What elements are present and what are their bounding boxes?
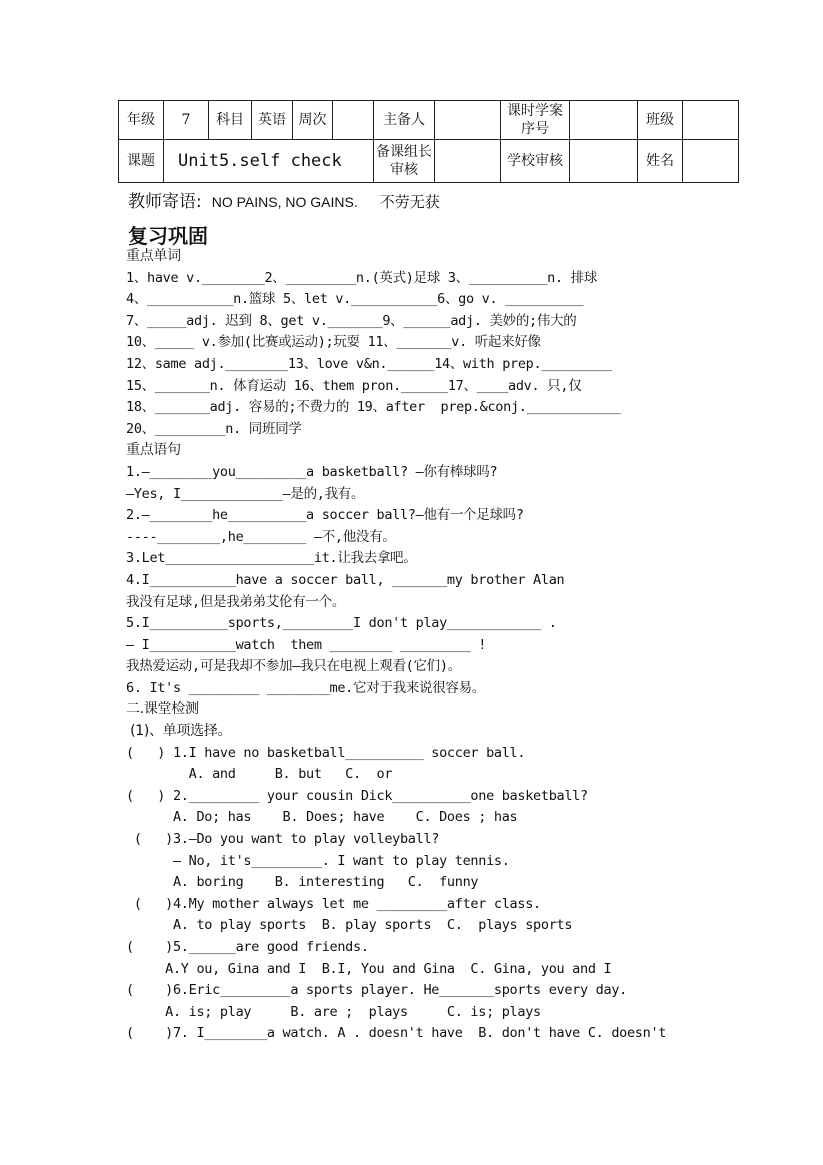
vocab-line: 20、_________n. 同班同学	[126, 420, 302, 437]
subheading-key-sentences: 重点语句	[126, 442, 181, 459]
question-line: — No, it's_________. I want to play tennis.	[126, 852, 510, 869]
lesson-no-label: 课时学案序号	[501, 101, 570, 140]
preparer-value	[435, 101, 501, 140]
class-value	[683, 101, 739, 140]
motto-english: NO PAINS, NO GAINS.	[211, 194, 358, 210]
header-row-1	[119, 101, 739, 140]
vocab-line: 12、same adj.________13、love v&n.______14、with prep._________	[126, 355, 612, 372]
options-line: A. is; play B. are ; plays C. is; plays	[126, 1003, 541, 1020]
question-line: ( ) 1.I have no basketball__________ soccer ball.	[126, 744, 526, 761]
options-line: A. Do; has B. Does; have C. Does ; has	[126, 809, 518, 826]
subheading-multiple-choice: (1)、单项选择。	[126, 723, 232, 740]
school-review-label: 学校审核	[501, 140, 570, 183]
options-line: A. to play sports B. play sports C. plays sports	[126, 917, 573, 934]
topic-label: 课题	[119, 140, 164, 183]
section-title: 复习巩固	[128, 224, 208, 248]
week-label: 周次	[293, 101, 333, 140]
sentence-line: 5.I__________sports,_________I don't play____________ .	[126, 615, 557, 632]
class-label: 班级	[638, 101, 683, 140]
name-label: 姓名	[638, 140, 683, 183]
sentence-line: 3.Let___________________it.让我去拿吧。	[126, 550, 417, 567]
question-line: ( )7. I________a watch. A . doesn't have B. don't have C. doesn't	[126, 1025, 667, 1042]
sentence-line: — I___________watch them ________ _________ !	[126, 636, 487, 653]
sentence-line: 6. It's _________ ________me.它对于我来说很容易。	[126, 679, 486, 696]
group-review-label: 备课组长审核	[374, 140, 435, 183]
question-line: ( )6.Eric_________a sports player. He_______sports every day.	[126, 982, 627, 999]
question-line: ( )4.My mother always let me _________after class.	[126, 895, 541, 912]
header-row-2	[119, 140, 739, 183]
vocab-line: 4、___________n.篮球 5、let v.___________6、go v. __________	[126, 291, 584, 308]
sentence-line: —Yes, I_____________—是的,我有。	[126, 485, 365, 502]
teacher-motto	[128, 187, 440, 212]
question-line: ( )3.—Do you want to play volleyball?	[126, 831, 440, 848]
motto-chinese: 不劳无获	[379, 195, 440, 211]
sentence-line: ----________,he________ —不,他没有。	[126, 528, 396, 545]
vocab-line: 7、_____adj. 迟到 8、get v._______9、______adj. 美妙的;伟大的	[126, 312, 577, 329]
vocab-line: 15、_______n. 体育运动 16、them pron.______17、____adv. 只,仅	[126, 377, 582, 394]
preparer-label: 主备人	[374, 101, 435, 140]
sentence-line: 1.—________you_________a basketball? —你有棒球吗?	[126, 463, 498, 480]
sentence-line: 2.—________he__________a soccer ball?—他有一个足球吗?	[126, 507, 524, 524]
grade-label: 年级	[119, 101, 164, 140]
options-line: A.Y ou, Gina and I B.I, You and Gina C. Gina, you and I	[126, 960, 612, 977]
lesson-no-value	[570, 101, 638, 140]
worksheet-body	[126, 246, 746, 1045]
name-value	[683, 140, 739, 183]
vocab-line: 10、_____ v.参加(比赛或运动);玩耍 11、_______v. 听起来好像	[126, 334, 541, 351]
sentence-line: 我没有足球,但是我弟弟艾伦有一个。	[126, 593, 346, 610]
week-value	[333, 101, 374, 140]
question-line: ( ) 2._________ your cousin Dick__________one basketball?	[126, 787, 588, 804]
question-line: ( )5.______are good friends.	[126, 939, 369, 955]
options-line: A. and B. but C. or	[126, 766, 393, 783]
vocab-line: 1、have v.________2、_________n.(英式)足球 3、__________n. 排球	[126, 269, 598, 286]
header-table	[118, 100, 739, 183]
grade-value: 7	[164, 101, 209, 140]
sentence-line: 我热爱运动,可是我却不参加—我只在电视上观看(它们)。	[126, 658, 461, 675]
options-line: A. boring B. interesting C. funny	[126, 874, 479, 891]
vocab-line: 18、_______adj. 容易的;不费力的 19、after prep.&conj.____________	[126, 399, 621, 416]
subject-label: 科目	[209, 101, 252, 140]
topic-value: Unit5.self check	[164, 140, 374, 183]
school-review-value	[570, 140, 638, 183]
subheading-class-test: 二.课堂检测	[126, 701, 199, 718]
subject-value: 英语	[252, 101, 293, 140]
subheading-key-words: 重点单词	[126, 248, 181, 264]
motto-label: 教师寄语:	[128, 192, 202, 212]
sentence-line: 4.I___________have a soccer ball, _______my brother Alan	[126, 571, 565, 588]
group-review-value	[435, 140, 501, 183]
